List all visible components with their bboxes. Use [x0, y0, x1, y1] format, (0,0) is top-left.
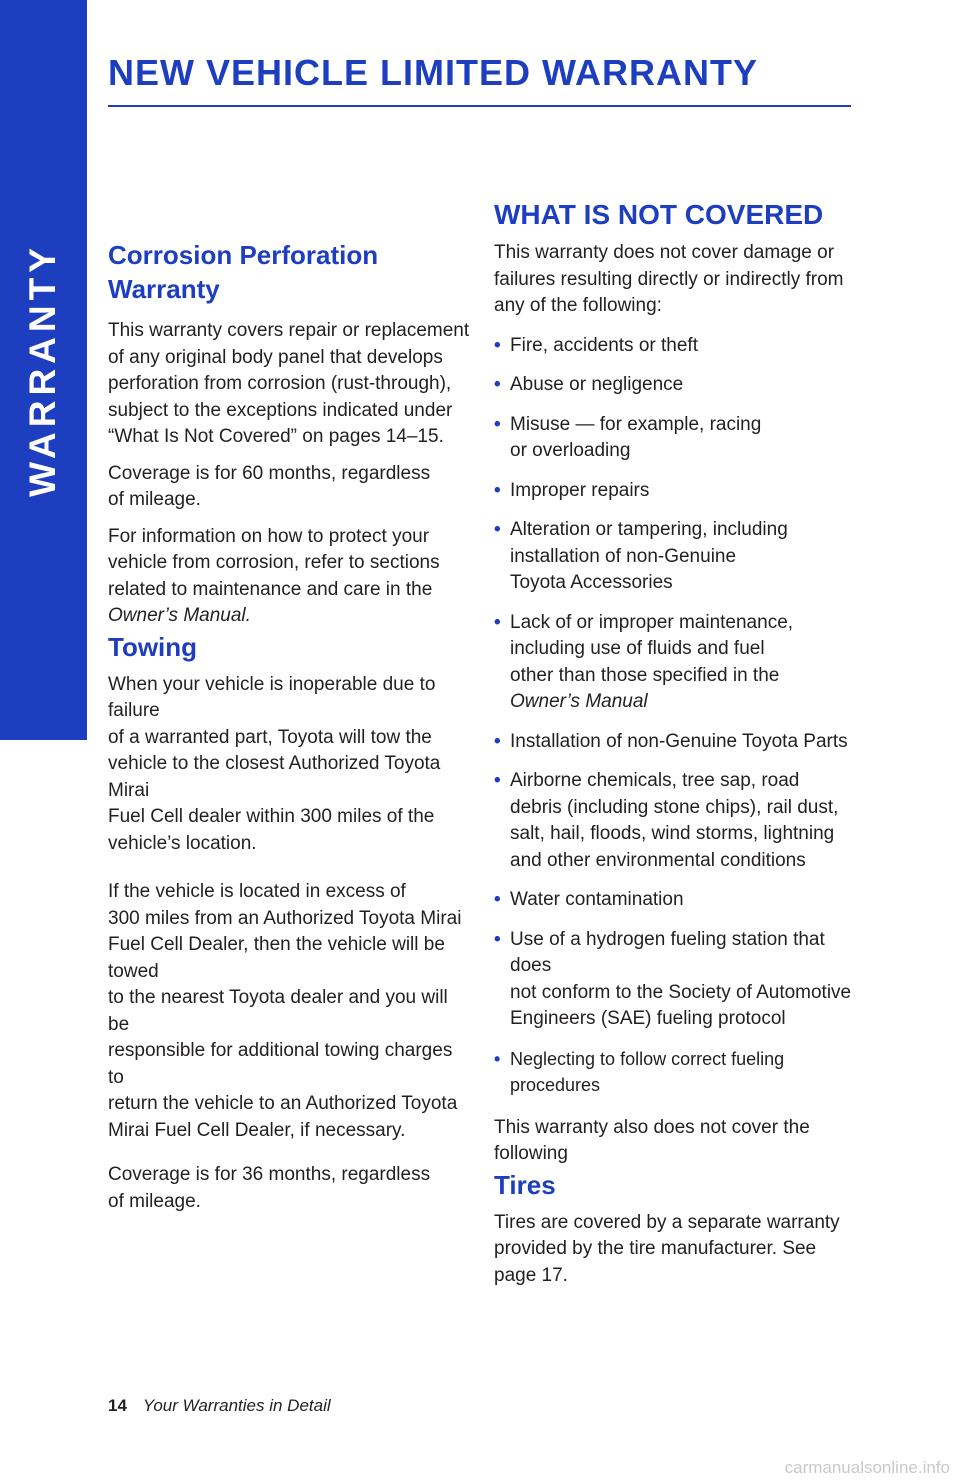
owners-manual-reference: Owner’s Manual.: [108, 605, 251, 626]
text-line: vehicle’s location.: [108, 832, 257, 854]
list-item-line: Toyota Accessories: [510, 572, 673, 593]
text-line: provided by the tire manufacturer. See: [494, 1238, 817, 1259]
text-line: related to maintenance and care in the: [108, 578, 433, 600]
left-column: [108, 238, 473, 1215]
footer-text: Your Warranties in Detail: [142, 1396, 331, 1415]
corrosion-paragraph-3-text: [108, 524, 473, 604]
text-line: Coverage is for 60 months, regardless: [108, 462, 431, 484]
list-item-line: including use of fluids and fuel: [510, 638, 765, 659]
list-item-line: salt, hail, floods, wind storms, lightning: [510, 823, 835, 844]
text-line: of mileage.: [108, 489, 201, 510]
not-covered-item: [494, 1046, 859, 1099]
towing-heading: Towing: [108, 631, 198, 662]
list-item-line: • Misuse — for example, racing: [510, 413, 762, 435]
list-item-line: • Neglecting to follow correct fueling procedures: [510, 1048, 785, 1095]
watermark: carmanualsonline.info: [784, 1458, 950, 1477]
title-divider: [108, 105, 851, 107]
not-covered-item: [494, 333, 859, 360]
list-item-line: • Improper repairs: [510, 479, 650, 501]
towing-paragraph-3: [108, 1162, 473, 1215]
text-line: return the vehicle to an Authorized Toyota: [108, 1093, 458, 1114]
text-line: of mileage.: [108, 1190, 201, 1212]
text-line: subject to the exceptions indicated under: [108, 399, 453, 421]
not-covered-item: [494, 927, 859, 1033]
text-line: “What Is Not Covered” on pages 14–15.: [108, 426, 444, 447]
sidebar-label: WARRANTY: [22, 243, 63, 497]
text-line: perforation from corrosion (rust-through),: [108, 373, 452, 394]
text-line: failures resulting directly or indirectly from: [494, 268, 844, 290]
list-item-line: • Use of a hydrogen fueling station that does: [510, 928, 825, 976]
not-covered-list: [494, 333, 859, 1099]
text-line: When your vehicle is inoperable due to failure: [108, 673, 436, 721]
owners-manual-reference: Owner’s Manual: [510, 691, 648, 712]
not-covered-item: [494, 768, 859, 874]
not-covered-item: [494, 412, 859, 465]
page-number: 14: [108, 1396, 127, 1415]
not-covered-item: [494, 517, 859, 597]
text-line: vehicle to the closest Authorized Toyota Mirai: [108, 753, 441, 801]
text-line: of any original body panel that develops: [108, 346, 443, 368]
text-line: of a warranted part, Toyota will tow the: [108, 726, 432, 748]
text-line: Tires are covered by a separate warranty: [494, 1211, 840, 1233]
list-item-line: • Alteration or tampering, including: [510, 519, 788, 540]
not-covered-also: This warranty also does not cover the following: [494, 1116, 810, 1164]
corrosion-paragraph-3: [108, 524, 473, 630]
list-item-line: or overloading: [510, 440, 631, 461]
not-covered-item: [494, 729, 859, 756]
corrosion-paragraph-2: [108, 461, 473, 514]
text-line: page 17.: [494, 1264, 568, 1286]
text-line: Coverage is for 36 months, regardless: [108, 1164, 431, 1185]
right-column: [494, 198, 859, 1289]
list-item-line: debris (including stone chips), rail dust,: [510, 796, 839, 818]
text-line: any of the following:: [494, 295, 662, 316]
tires-paragraph: [494, 1210, 859, 1290]
footer: [108, 1396, 331, 1416]
list-item-line: • Airborne chemicals, tree sap, road: [510, 770, 800, 791]
text-line: This warranty covers repair or replacement: [108, 320, 470, 341]
text-line: Fuel Cell dealer within 300 miles of the: [108, 806, 435, 827]
text-line: responsible for additional towing charges to: [108, 1040, 453, 1088]
text-line: vehicle from corrosion, refer to sections: [108, 552, 440, 573]
towing-paragraph-2: [108, 879, 473, 1144]
not-covered-item: [494, 887, 859, 914]
list-item-line: and other environmental conditions: [510, 849, 806, 871]
list-item-line: • Installation of non-Genuine Toyota Parts: [510, 730, 848, 752]
list-item-line: • Abuse or negligence: [510, 374, 684, 395]
text-line: 300 miles from an Authorized Toyota Mirai: [108, 907, 462, 929]
page-title: NEW VEHICLE LIMITED WARRANTY: [108, 52, 758, 93]
list-item-line: Engineers (SAE) fueling protocol: [510, 1008, 786, 1029]
list-item-line: • Water contamination: [510, 889, 684, 910]
text-line: Mirai Fuel Cell Dealer, if necessary.: [108, 1119, 406, 1141]
list-item-line: • Fire, accidents or theft: [510, 334, 698, 356]
sidebar-tab: [0, 0, 87, 740]
text-line: This warranty does not cover damage or: [494, 242, 835, 263]
not-covered-heading: WHAT IS NOT COVERED: [494, 199, 824, 230]
list-item-line: installation of non-Genuine: [510, 545, 737, 567]
not-covered-intro: [494, 240, 859, 320]
text-line: Fuel Cell Dealer, then the vehicle will be towed: [108, 934, 445, 982]
list-item-line: • Lack of or improper maintenance,: [510, 611, 794, 633]
tires-heading: Tires: [494, 1169, 556, 1200]
not-covered-item: [494, 610, 859, 716]
corrosion-paragraph-1: [108, 318, 473, 451]
not-covered-item: [494, 478, 859, 505]
corrosion-heading: Corrosion Perforation Warranty: [108, 240, 379, 304]
text-line: to the nearest Toyota dealer and you will be: [108, 987, 448, 1035]
list-item-line: other than those specified in the: [510, 664, 780, 686]
towing-paragraph-1: [108, 672, 473, 858]
text-line: If the vehicle is located in excess of: [108, 881, 406, 902]
not-covered-item: [494, 372, 859, 399]
list-item-line: not conform to the Society of Automotive: [510, 981, 852, 1003]
text-line: For information on how to protect your: [108, 525, 430, 547]
